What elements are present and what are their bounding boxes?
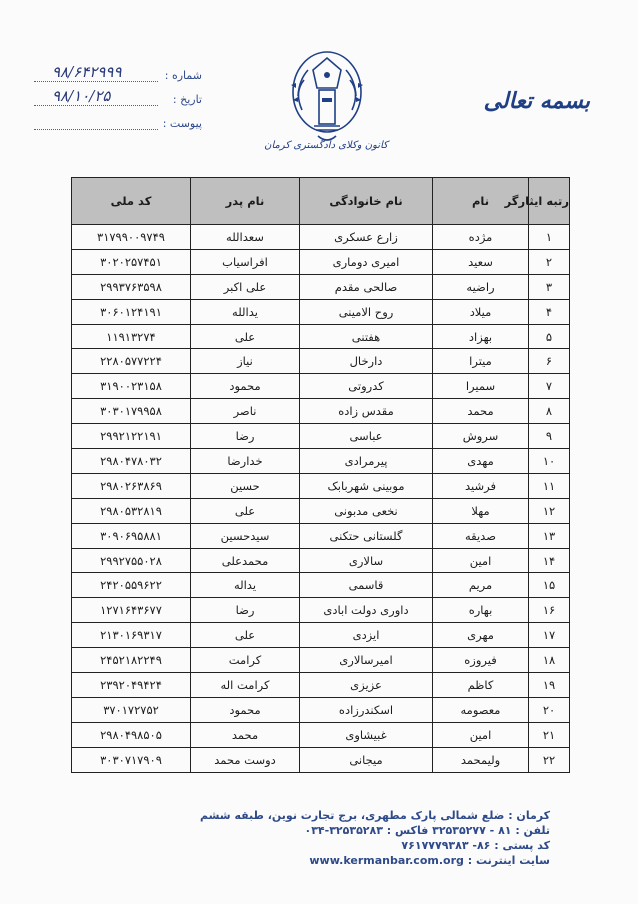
cell-national-id: ۲۹۹۲۷۵۵۰۲۸ [72,548,191,573]
table-row [72,598,570,623]
cell-rank: ۶ [529,349,570,374]
cell-national-id: ۲۹۹۳۷۶۳۵۹۸ [72,274,191,299]
header-rank: رتبه ایثارگر [529,178,570,225]
cell-national-id: ۳۰۶۰۱۲۴۱۹۱ [72,299,191,324]
table-row [72,299,570,324]
table-header-row [72,178,570,225]
cell-rank: ۲۲ [529,747,570,772]
cell-family: صالحی مقدم [300,274,433,299]
table-row [72,473,570,498]
cell-father: رضا [191,598,300,623]
cell-national-id: ۱۱۹۱۳۲۷۴ [72,324,191,349]
cell-family: کدروتی [300,374,433,399]
cell-national-id: ۳۱۹۰۰۲۳۱۵۸ [72,374,191,399]
cell-national-id: ۲۳۹۲۰۴۹۴۲۴ [72,673,191,698]
letter-attachment-line [34,111,158,130]
cell-national-id: ۲۹۸۰۲۶۳۸۶۹ [72,473,191,498]
cell-father: محمود [191,697,300,722]
cell-family: امیری دوماری [300,249,433,274]
letter-number-line [34,63,158,82]
cell-name: ولیمحمد [433,747,529,772]
cell-national-id: ۲۹۸۰۴۹۸۵۰۵ [72,722,191,747]
cell-rank: ۴ [529,299,570,324]
cell-name: مهلا [433,498,529,523]
cell-name: معصومه [433,697,529,722]
cell-father: کرامت [191,648,300,673]
cell-national-id: ۳۰۹۰۶۹۵۸۸۱ [72,523,191,548]
header-national-id: کد ملی [72,178,191,225]
table-row [72,274,570,299]
cell-name: امین [433,722,529,747]
cell-name: امین [433,548,529,573]
table-row [72,399,570,424]
cell-rank: ۷ [529,374,570,399]
cell-national-id: ۲۹۹۲۱۲۲۱۹۱ [72,424,191,449]
letter-number-label: شماره : [164,69,202,82]
cell-rank: ۱۸ [529,648,570,673]
cell-father: نیاز [191,349,300,374]
cell-rank: ۱ [529,225,570,250]
letter-attachment-row [34,106,202,130]
cell-national-id: ۳۰۳۰۷۱۷۹۰۹ [72,747,191,772]
cell-family: دارخال [300,349,433,374]
cell-rank: ۱۳ [529,523,570,548]
footer-contact [150,808,550,868]
cell-family: روح الامینی [300,299,433,324]
cell-father: رضا [191,424,300,449]
cell-father: دوست محمد [191,747,300,772]
cell-father: حسین [191,473,300,498]
cell-father: سعدالله [191,225,300,250]
cell-national-id: ۳۱۷۹۹۰۰۹۷۴۹ [72,225,191,250]
cell-name: مهدی [433,449,529,474]
cell-name: محمد [433,399,529,424]
table-row [72,673,570,698]
cell-name: سعید [433,249,529,274]
letter-number-row [34,58,202,82]
cell-father: علی [191,324,300,349]
cell-father: خدارضا [191,449,300,474]
cell-family: ایزدی [300,623,433,648]
cell-father: یداله [191,573,300,598]
cell-father: ناصر [191,399,300,424]
cell-rank: ۲۰ [529,697,570,722]
cell-father: سیدحسین [191,523,300,548]
cell-rank: ۱۵ [529,573,570,598]
table-row [72,697,570,722]
cell-family: زارع عسکری [300,225,433,250]
table-row [72,374,570,399]
cell-father: محمود [191,374,300,399]
cell-family: غبیشاوی [300,722,433,747]
table-row [72,449,570,474]
cell-father: محمدعلی [191,548,300,573]
organization-name: کانون وکلای دادگستری کرمان [264,140,388,151]
cell-rank: ۱۶ [529,598,570,623]
cell-family: گلستانی حتکنی [300,523,433,548]
cell-family: نخعی مدبونی [300,498,433,523]
header-family: نام خانوادگی [300,178,433,225]
cell-name: فیروزه [433,648,529,673]
cell-national-id: ۲۲۸۰۵۷۷۲۲۴ [72,349,191,374]
header-father: نام پدر [191,178,300,225]
cell-rank: ۲۱ [529,722,570,747]
cell-name: راضیه [433,274,529,299]
table-row [72,747,570,772]
cell-rank: ۲ [529,249,570,274]
cell-family: میجانی [300,747,433,772]
letter-date-value: ۹۸/۱۰/۲۵ [52,87,111,105]
cell-father: محمد [191,722,300,747]
cell-family: موبینی شهربابک [300,473,433,498]
cell-family: مقدس زاده [300,399,433,424]
cell-rank: ۵ [529,324,570,349]
cell-family: عزیزی [300,673,433,698]
cell-family: اسکندرزاده [300,697,433,722]
cell-name: بهاره [433,598,529,623]
cell-national-id: ۲۹۸۰۴۷۸۰۳۲ [72,449,191,474]
cell-national-id: ۲۴۲۰۵۵۹۶۲۲ [72,573,191,598]
table-row [72,498,570,523]
cell-rank: ۹ [529,424,570,449]
cell-name: میلاد [433,299,529,324]
cell-name: سروش [433,424,529,449]
cell-rank: ۱۲ [529,498,570,523]
header-name: نام [433,178,529,225]
cell-family: داوری دولت ابادی [300,598,433,623]
cell-national-id: ۲۴۵۲۱۸۲۲۴۹ [72,648,191,673]
cell-rank: ۱۹ [529,673,570,698]
cell-name: مژده [433,225,529,250]
cell-name: فرشید [433,473,529,498]
footer-phone: تلفن : ۸۱ - ۳۲۵۳۵۲۷۷ فاکس : ۳۲۵۳۵۲۸۳-۰۳۴ [304,824,550,837]
bismillah-heading: بسمه تعالی [483,88,590,114]
letter-date-line [34,87,158,106]
table-row [72,523,570,548]
cell-name: میترا [433,349,529,374]
letter-metadata [34,58,202,130]
table-row [72,722,570,747]
cell-rank: ۳ [529,274,570,299]
table-row [72,249,570,274]
cell-national-id: ۲۹۸۰۵۳۲۸۱۹ [72,498,191,523]
table-row [72,623,570,648]
table-row [72,225,570,250]
cell-national-id: ۲۱۳۰۱۶۹۳۱۷ [72,623,191,648]
letter-date-label: تاریخ : [172,93,202,106]
table-row [72,648,570,673]
table-body [72,225,570,773]
cell-father: افراسیاب [191,249,300,274]
cell-national-id: ۱۲۷۱۶۴۳۶۷۷ [72,598,191,623]
cell-name: سمیرا [433,374,529,399]
cell-family: عباسی [300,424,433,449]
cell-father: یدالله [191,299,300,324]
footer-address: کرمان : ضلع شمالی پارک مطهری، برج تجارت نوین، طبقه ششم [199,809,550,822]
cell-national-id: ۳۰۲۰۲۵۷۴۵۱ [72,249,191,274]
cell-national-id: ۳۷۰۱۷۲۷۵۲ [72,697,191,722]
cell-father: علی اکبر [191,274,300,299]
cell-rank: ۱۱ [529,473,570,498]
cell-name: صدیقه [433,523,529,548]
cell-name: مهری [433,623,529,648]
cell-name: کاظم [433,673,529,698]
letter-number-value: ۹۸/۶۴۲۹۹۹ [52,63,122,81]
table-row [72,573,570,598]
footer-postal: کد پستی : ۸۶- ۷۶۱۷۷۷۹۳۸۳ [401,839,550,852]
cell-national-id: ۳۰۳۰۱۷۹۹۵۸ [72,399,191,424]
letter-attachment-label: پیوست : [162,117,202,130]
cell-family: امیرسالاری [300,648,433,673]
table-row [72,324,570,349]
letter-date-row [34,82,202,106]
cell-rank: ۱۴ [529,548,570,573]
cell-family: سالاری [300,548,433,573]
table-row [72,548,570,573]
cell-family: هفتنی [300,324,433,349]
table-row [72,424,570,449]
footer-website: سایت اینترنت : www.kermanbar.com.org [309,854,550,867]
cell-rank: ۸ [529,399,570,424]
cell-family: پیرمرادی [300,449,433,474]
cell-name: مریم [433,573,529,598]
cell-father: علی [191,623,300,648]
ranking-table [71,177,570,773]
table-row [72,349,570,374]
cell-rank: ۱۰ [529,449,570,474]
cell-rank: ۱۷ [529,623,570,648]
cell-name: بهزاد [433,324,529,349]
cell-father: کرامت اله [191,673,300,698]
cell-family: قاسمی [300,573,433,598]
cell-father: علی [191,498,300,523]
